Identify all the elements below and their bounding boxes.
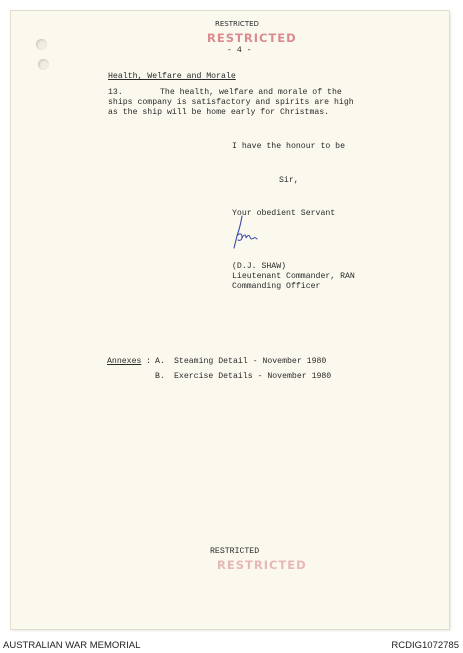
page-number: - 4 -: [227, 46, 252, 55]
paragraph-line: as the ship will be home early for Christmas.: [108, 108, 330, 117]
section-heading: Health, Welfare and Morale: [108, 72, 236, 81]
punch-hole: [38, 59, 49, 70]
salutation: Sir,: [279, 176, 299, 185]
restricted-stamp-top: RESTRICTED: [207, 31, 297, 45]
paragraph-line: The health, welfare and morale of the: [160, 88, 342, 97]
paragraph-line: ships company is satisfactory and spirits are high: [108, 98, 354, 107]
annex-text: Steaming Detail - November 1980: [174, 357, 327, 366]
handwritten-signature: [228, 214, 268, 254]
annex-text: Exercise Details - November 1980: [174, 372, 332, 381]
restricted-stamp-bottom: RESTRICTED: [217, 558, 307, 572]
paragraph-number: 13.: [108, 88, 123, 97]
signatory-rank: Lieutenant Commander, RAN: [232, 272, 355, 281]
signatory-role: Commanding Officer: [232, 282, 321, 291]
annex-letter: B.: [155, 372, 165, 381]
archive-name: AUSTRALIAN WAR MEMORIAL: [3, 640, 141, 651]
archive-reference: RCDIG1072785: [391, 640, 459, 651]
bottom-classification: RESTRICTED: [210, 547, 260, 556]
handwritten-classification: RESTRICTED: [215, 20, 259, 28]
signatory-name: (D.J. SHAW): [232, 262, 287, 271]
annexes-label: Annexes: [107, 357, 142, 366]
punch-hole: [36, 39, 47, 50]
archive-footer: [0, 637, 463, 653]
valediction: Your obedient Servant: [232, 209, 336, 218]
annexes-colon: :: [146, 357, 151, 366]
honour-line: I have the honour to be: [232, 142, 346, 151]
annex-letter: A.: [155, 357, 165, 366]
